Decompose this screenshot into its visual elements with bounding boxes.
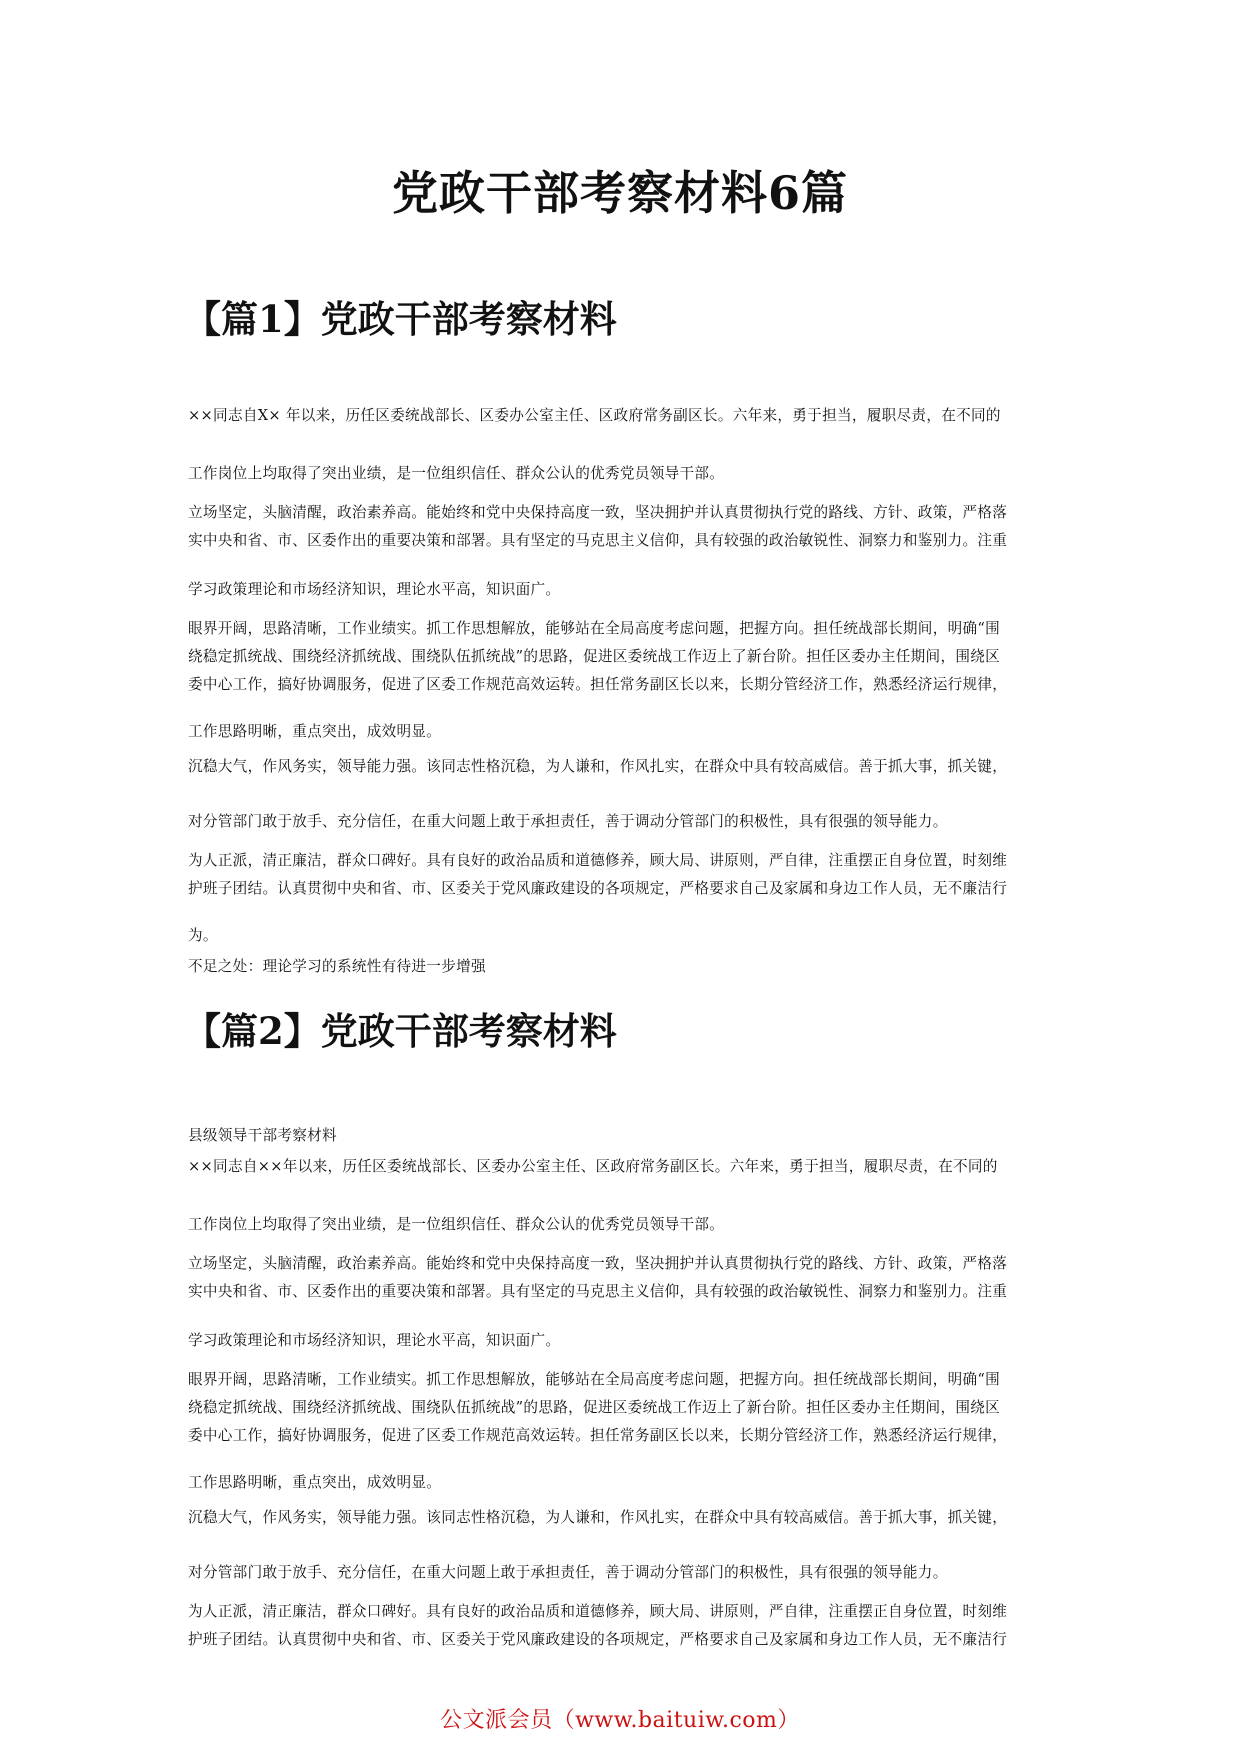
paragraph-line: ××同志自××年以来，历任区委统战部长、区委办公室主任、区政府常务副区长。六年来，勇于担当，履职尽责，在不同的 [188,1158,998,1175]
paragraph-line: 工作思路明晰，重点突出，成效明显。 [188,723,442,740]
paragraph-line: 学习政策理论和市场经济知识，理论水平高，知识面广。 [188,1332,561,1349]
paragraph-line: 对分管部门敢于放手、充分信任，在重大问题上敢于承担责任，善于调动分管部门的积极性，具有很强的领导能力。 [188,813,948,830]
paragraph-line: 工作思路明晰，重点突出，成效明显。 [188,1474,442,1491]
paragraph-line: 绕稳定抓统战、围绕经济抓统战、围绕队伍抓统战”的思路，促进区委统战工作迈上了新台阶。担任区委办主任期间，围绕区 [188,1399,1001,1416]
section-heading-2: 【篇2】党政干部考察材料 [184,1009,617,1053]
paragraph-line: 眼界开阔，思路清晰，工作业绩实。抓工作思想解放，能够站在全局高度考虑问题，把握方向。担任统战部长期间，明确“围 [188,1371,1001,1388]
paragraph-line: 沉稳大气，作风务实，领导能力强。该同志性格沉稳，为人谦和，作风扎实，在群众中具有较高威信。善于抓大事，抓关键， [188,1509,1008,1526]
paragraph-line: 工作岗位上均取得了突出业绩，是一位组织信任、群众公认的优秀党员领导干部。 [188,1216,725,1233]
section-heading-1: 【篇1】党政干部考察材料 [184,297,617,341]
paragraph-line: 不足之处：理论学习的系统性有待进一步增强 [188,958,486,975]
paragraph-line: 立场坚定，头脑清醒，政治素养高。能始终和党中央保持高度一致，坚决拥护并认真贯彻执行党的路线、方针、政策，严格落 [188,1255,1008,1272]
paragraph-line: 护班子团结。认真贯彻中央和省、市、区委关于党风廉政建设的各项规定，严格要求自己及家属和身边工作人员，无不廉洁行 [188,880,1008,897]
paragraph-line: 委中心工作，搞好协调服务，促进了区委工作规范高效运转。担任常务副区长以来，长期分管经济工作，熟悉经济运行规律， [188,676,1008,693]
paragraph-line: 学习政策理论和市场经济知识，理论水平高，知识面广。 [188,581,561,598]
paragraph-line: 委中心工作，搞好协调服务，促进了区委工作规范高效运转。担任常务副区长以来，长期分管经济工作，熟悉经济运行规律， [188,1427,1008,1444]
paragraph-line: 工作岗位上均取得了突出业绩，是一位组织信任、群众公认的优秀党员领导干部。 [188,465,725,482]
paragraph-line: 实中央和省、市、区委作出的重要决策和部署。具有坚定的马克思主义信仰，具有较强的政治敏锐性、洞察力和鉴别力。注重 [188,532,1008,549]
paragraph-line: 为。 [188,927,218,944]
paragraph-line: 为人正派，清正廉洁，群众口碑好。具有良好的政治品质和道德修养，顾大局、讲原则，严自律，注重摆正自身位置，时刻维 [188,1603,1008,1620]
paragraph-line: 护班子团结。认真贯彻中央和省、市、区委关于党风廉政建设的各项规定，严格要求自己及家属和身边工作人员，无不廉洁行 [188,1631,1008,1648]
paragraph-line: 绕稳定抓统战、围绕经济抓统战、围绕队伍抓统战”的思路，促进区委统战工作迈上了新台阶。担任区委办主任期间，围绕区 [188,648,1001,665]
paragraph-line: 立场坚定，头脑清醒，政治素养高。能始终和党中央保持高度一致，坚决拥护并认真贯彻执行党的路线、方针、政策，严格落 [188,504,1008,521]
paragraph-line: ××同志自X× 年以来，历任区委统战部长、区委办公室主任、区政府常务副区长。六年来，勇于担当，履职尽责，在不同的 [188,407,1001,424]
paragraph-line: 为人正派，清正廉洁，群众口碑好。具有良好的政治品质和道德修养，顾大局、讲原则，严自律，注重摆正自身位置，时刻维 [188,852,1008,869]
paragraph-line: 沉稳大气，作风务实，领导能力强。该同志性格沉稳，为人谦和，作风扎实，在群众中具有较高威信。善于抓大事，抓关键， [188,758,1008,775]
footer-watermark-link[interactable]: 公文派会员（www.baituiw.com） [440,1708,800,1733]
paragraph-line: 眼界开阔，思路清晰，工作业绩实。抓工作思想解放，能够站在全局高度考虑问题，把握方向。担任统战部长期间，明确“围 [188,620,1001,637]
paragraph-line: 实中央和省、市、区委作出的重要决策和部署。具有坚定的马克思主义信仰，具有较强的政治敏锐性、洞察力和鉴别力。注重 [188,1283,1008,1300]
page-title: 党政干部考察材料6篇 [391,166,848,220]
paragraph-line: 县级领导干部考察材料 [188,1127,337,1144]
paragraph-line: 对分管部门敢于放手、充分信任，在重大问题上敢于承担责任，善于调动分管部门的积极性，具有很强的领导能力。 [188,1564,948,1581]
